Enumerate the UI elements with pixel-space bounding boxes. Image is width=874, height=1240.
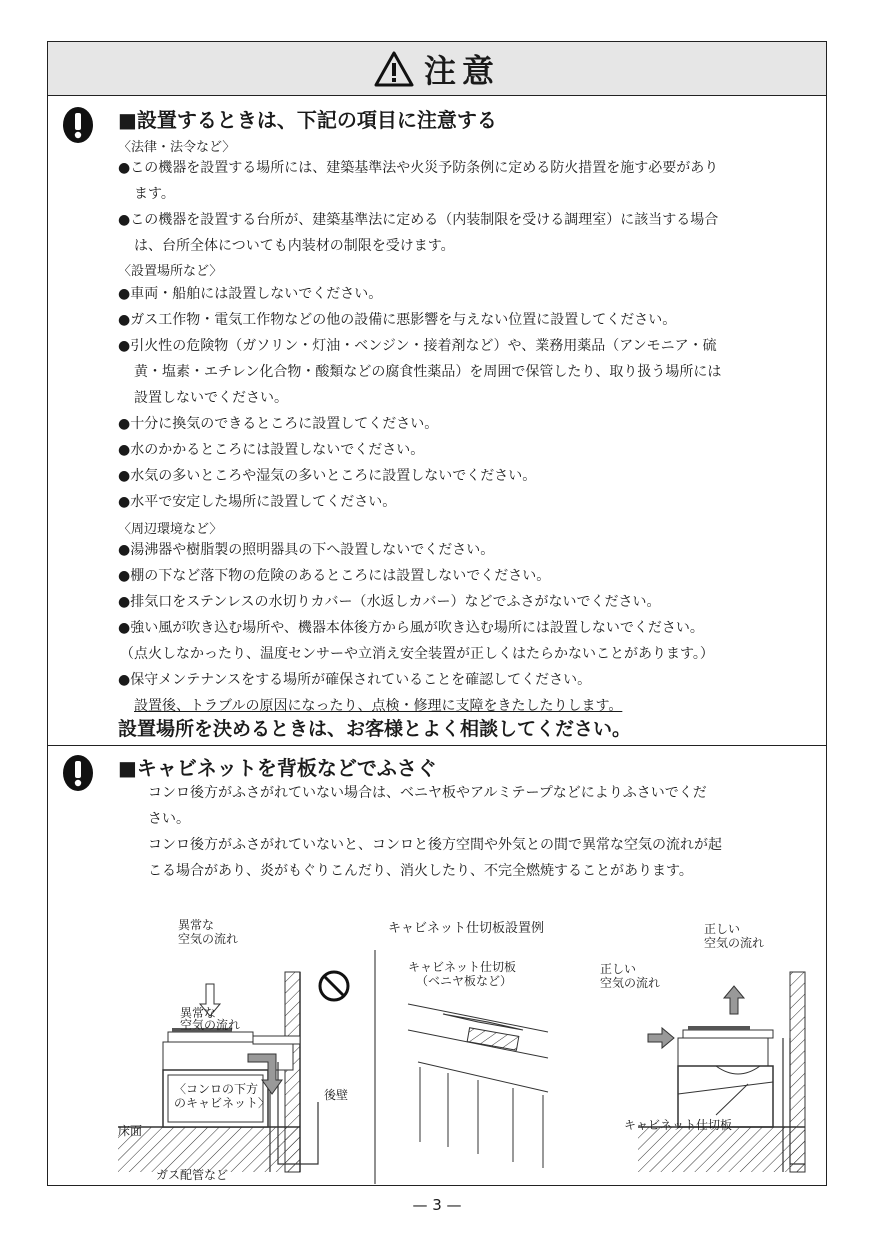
law-bullet-1: ●この機器を設置する場所には、建築基準法や火災予防条例に定める防火措置を施す必要があり	[118, 160, 719, 176]
law-bullet-2-cont: は、台所全体についても内装材の制限を受けます。	[134, 238, 455, 254]
section-divider	[48, 745, 826, 746]
env-heading: 〈周辺環境など〉	[118, 522, 223, 537]
section2-para-2-cont: こる場合があり、炎がもぐりこんだり、消火したり、不完全燃焼することがあります。	[148, 863, 693, 879]
law-bullet-1-cont: ます。	[134, 186, 175, 202]
place-heading: 〈設置場所など〉	[118, 264, 223, 279]
label-gas-pipe: ガス配管など	[156, 1168, 229, 1182]
place-bullet-4: ●十分に換気のできるところに設置してください。	[118, 416, 439, 432]
law-heading: 〈法律・法令など〉	[118, 140, 236, 155]
place-bullet-7: ●水平で安定した場所に設置してください。	[118, 494, 397, 510]
label-cabinet-a: 〈コンロの下方	[174, 1082, 259, 1096]
label-floor: 床面	[118, 1124, 143, 1138]
place-bullet-1: ●車両・船舶には設置しないでください。	[118, 286, 383, 302]
caution-frame	[47, 41, 827, 1186]
floor-right	[638, 1127, 805, 1172]
label-correct-air-2a: 正しい	[600, 962, 637, 976]
label-abnormal-air-2b: 空気の流れ	[180, 1018, 241, 1032]
place-bullet-3-cont1: 黄・塩素・エチレン化合物・酸類などの腐食性薬品）を周囲で保管したり、取り扱う場所には	[134, 364, 722, 380]
label-correct-air-1b: 空気の流れ	[704, 936, 765, 950]
law-bullet-2: ●この機器を設置する台所が、建築基準法に定める（内装制限を受ける調理室）に該当する場合	[118, 212, 719, 228]
consult-note: 設置場所を決めるときは、お客様とよく相談してください。	[118, 718, 632, 740]
place-bullet-5: ●水のかかるところには設置しないでください。	[118, 442, 425, 458]
caution-title: 注意	[423, 51, 500, 90]
label-correct-air-2b: 空気の流れ	[600, 976, 661, 990]
label-abnormal-air-1a: 異常な	[178, 918, 215, 932]
cooktop-right	[678, 1026, 773, 1127]
env-bullet-4-cont: （点火しなかったり、温度センサーや立消え安全装置が正しくはたらかないことがあります。）	[120, 646, 714, 662]
label-example-title: キャビネット仕切板設置例	[388, 921, 545, 936]
warning-icon	[374, 51, 414, 87]
floor-left	[118, 1127, 300, 1172]
label-partition-b: （ベニヤ板など）	[416, 974, 513, 988]
section2-para-2: コンロ後方がふさがれていないと、コンロと後方空間や外気との間で異常な空気の流れが起	[148, 837, 722, 853]
env-bullet-4: ●強い風が吹き込む場所や、機器本体後方から風が吹き込む場所には設置しないでください。	[118, 620, 704, 636]
label-cabinet-b: のキャビネット〉	[174, 1096, 271, 1110]
label-partition-a: キャビネット仕切板	[408, 960, 517, 974]
env-bullet-1: ●湯沸器や樹脂製の照明器具の下へ設置しないでください。	[118, 542, 495, 558]
place-bullet-3: ●引火性の危険物（ガソリン・灯油・ベンジン・接着剤など）や、業務用薬品（アンモニア・硫	[118, 338, 717, 354]
label-correct-air-1a: 正しい	[704, 922, 741, 936]
label-abnormal-air-2a: 異常な	[180, 1006, 217, 1020]
section2-para-1-cont: さい。	[148, 811, 190, 827]
env-bullet-3: ●排気口をステンレスの水切りカバー（水返しカバー）などでふさがないでください。	[118, 594, 661, 610]
label-rear-wall: 後壁	[324, 1088, 349, 1102]
label-abnormal-air-1b: 空気の流れ	[178, 932, 239, 946]
env-bullet-2: ●棚の下など落下物の危険のあるところには設置しないでください。	[118, 568, 551, 584]
mandatory-icon	[62, 754, 94, 792]
section1-title: ■設置するときは、下記の項目に注意する	[118, 108, 497, 132]
env-bullet-5: ●保守メンテナンスをする場所が確保されていることを確認してください。	[118, 672, 592, 688]
place-bullet-2: ●ガス工作物・電気工作物などの他の設備に悪影響を与えない位置に設置してください。	[118, 312, 677, 328]
prohibition-icon	[320, 972, 348, 1000]
env-bullet-5-cont: 設置後、トラブルの原因になったり、点検・修理に支障をきたしたりします。	[134, 698, 623, 714]
partition-example	[408, 1004, 548, 1168]
label-partition: キャビネット仕切板	[624, 1118, 733, 1132]
page-number: — 3 —	[412, 1196, 462, 1214]
place-bullet-6: ●水気の多いところや湿気の多いところに設置しないでください。	[118, 468, 537, 484]
section2-para-1: コンロ後方がふさがれていない場合は、ベニヤ板やアルミテープなどによりふさいでくだ	[148, 785, 707, 801]
caution-header	[48, 42, 826, 96]
section2-title: ■キャビネットを背板などでふさぐ	[118, 756, 437, 780]
place-bullet-3-cont2: 設置しないでください。	[134, 390, 288, 406]
mandatory-icon	[62, 106, 94, 144]
